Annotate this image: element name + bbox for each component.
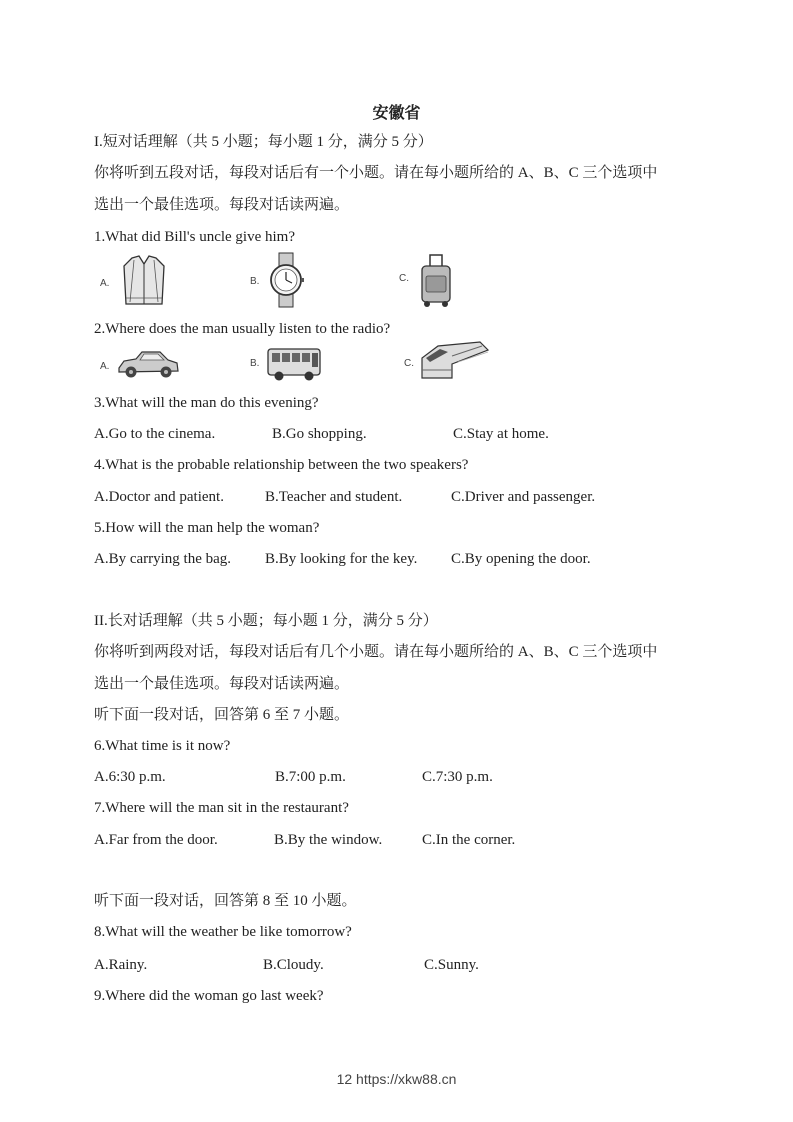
section2-instruction-line2: 选出一个最佳选项。每段对话读两遍。 — [94, 676, 350, 692]
q6-option-a: A.6:30 p.m. — [94, 769, 166, 785]
q7-option-c: C.In the corner. — [422, 832, 516, 848]
section2-part1-intro: 听下面一段对话，回答第 6 至 7 小题。 — [94, 707, 350, 723]
q3-option-c: C.Stay at home. — [453, 426, 549, 442]
q3-option-b: B.Go shopping. — [272, 426, 367, 442]
q8-option-a: A.Rainy. — [94, 957, 148, 973]
q7-option-a: A.Far from the door. — [94, 832, 218, 848]
section2-part2-intro: 听下面一段对话，回答第 8 至 10 小题。 — [94, 893, 357, 909]
page-title: 安徽省 — [372, 105, 421, 122]
q1-label-c: C. — [399, 273, 409, 284]
section1-instruction-line2: 选出一个最佳选项。每段对话读两遍。 — [94, 197, 350, 213]
q5-option-a: A.By carrying the bag. — [94, 551, 232, 567]
suitcase-icon — [418, 252, 454, 308]
q1-label-b: B. — [250, 276, 260, 287]
question-3: 3.What will the man do this evening? — [94, 395, 319, 411]
q2-label-c: C. — [404, 358, 414, 369]
watch-icon — [266, 252, 306, 308]
section1-heading: I.短对话理解（共 5 小题；每小题 1 分，满分 5 分） — [94, 134, 433, 150]
q4-option-b: B.Teacher and student. — [265, 489, 403, 505]
q4-option-a: A.Doctor and patient. — [94, 489, 224, 505]
q8-option-c: C.Sunny. — [424, 957, 479, 973]
q2-label-a: A. — [100, 361, 110, 372]
section2-heading: II.长对话理解（共 5 小题；每小题 1 分，满分 5 分） — [94, 613, 438, 629]
section1-instruction-line1: 你将听到五段对话，每段对话后有一个小题。请在每小题所给的 A、B、C 三个选项中 — [94, 165, 658, 181]
q1-label-a: A. — [100, 278, 110, 289]
q4-option-c: C.Driver and passenger. — [451, 489, 596, 505]
question-1: 1.What did Bill's uncle give him? — [94, 229, 295, 245]
question-7: 7.Where will the man sit in the restaurant? — [94, 800, 349, 816]
q8-option-b: B.Cloudy. — [263, 957, 324, 973]
page-footer: 12 https://xkw88.cn — [336, 1071, 457, 1087]
bus-icon — [266, 346, 324, 382]
question-8: 8.What will the weather be like tomorrow? — [94, 924, 352, 940]
car-icon — [116, 348, 180, 380]
question-5: 5.How will the man help the woman? — [94, 520, 320, 536]
question-2: 2.Where does the man usually listen to the radio? — [94, 321, 391, 337]
q6-option-b: B.7:00 p.m. — [275, 769, 346, 785]
q2-label-b: B. — [250, 358, 260, 369]
q3-option-a: A.Go to the cinema. — [94, 426, 216, 442]
jacket-icon — [122, 254, 166, 308]
q6-option-c: C.7:30 p.m. — [422, 769, 493, 785]
q5-option-c: C.By opening the door. — [451, 551, 591, 567]
question-9: 9.Where did the woman go last week? — [94, 988, 324, 1004]
q5-option-b: B.By looking for the key. — [265, 551, 418, 567]
q7-option-b: B.By the window. — [274, 832, 383, 848]
train-icon — [418, 340, 490, 382]
question-4: 4.What is the probable relationship between the two speakers? — [94, 457, 469, 473]
question-6: 6.What time is it now? — [94, 738, 231, 754]
section2-instruction-line1: 你将听到两段对话，每段对话后有几个小题。请在每小题所给的 A、B、C 三个选项中 — [94, 644, 658, 660]
